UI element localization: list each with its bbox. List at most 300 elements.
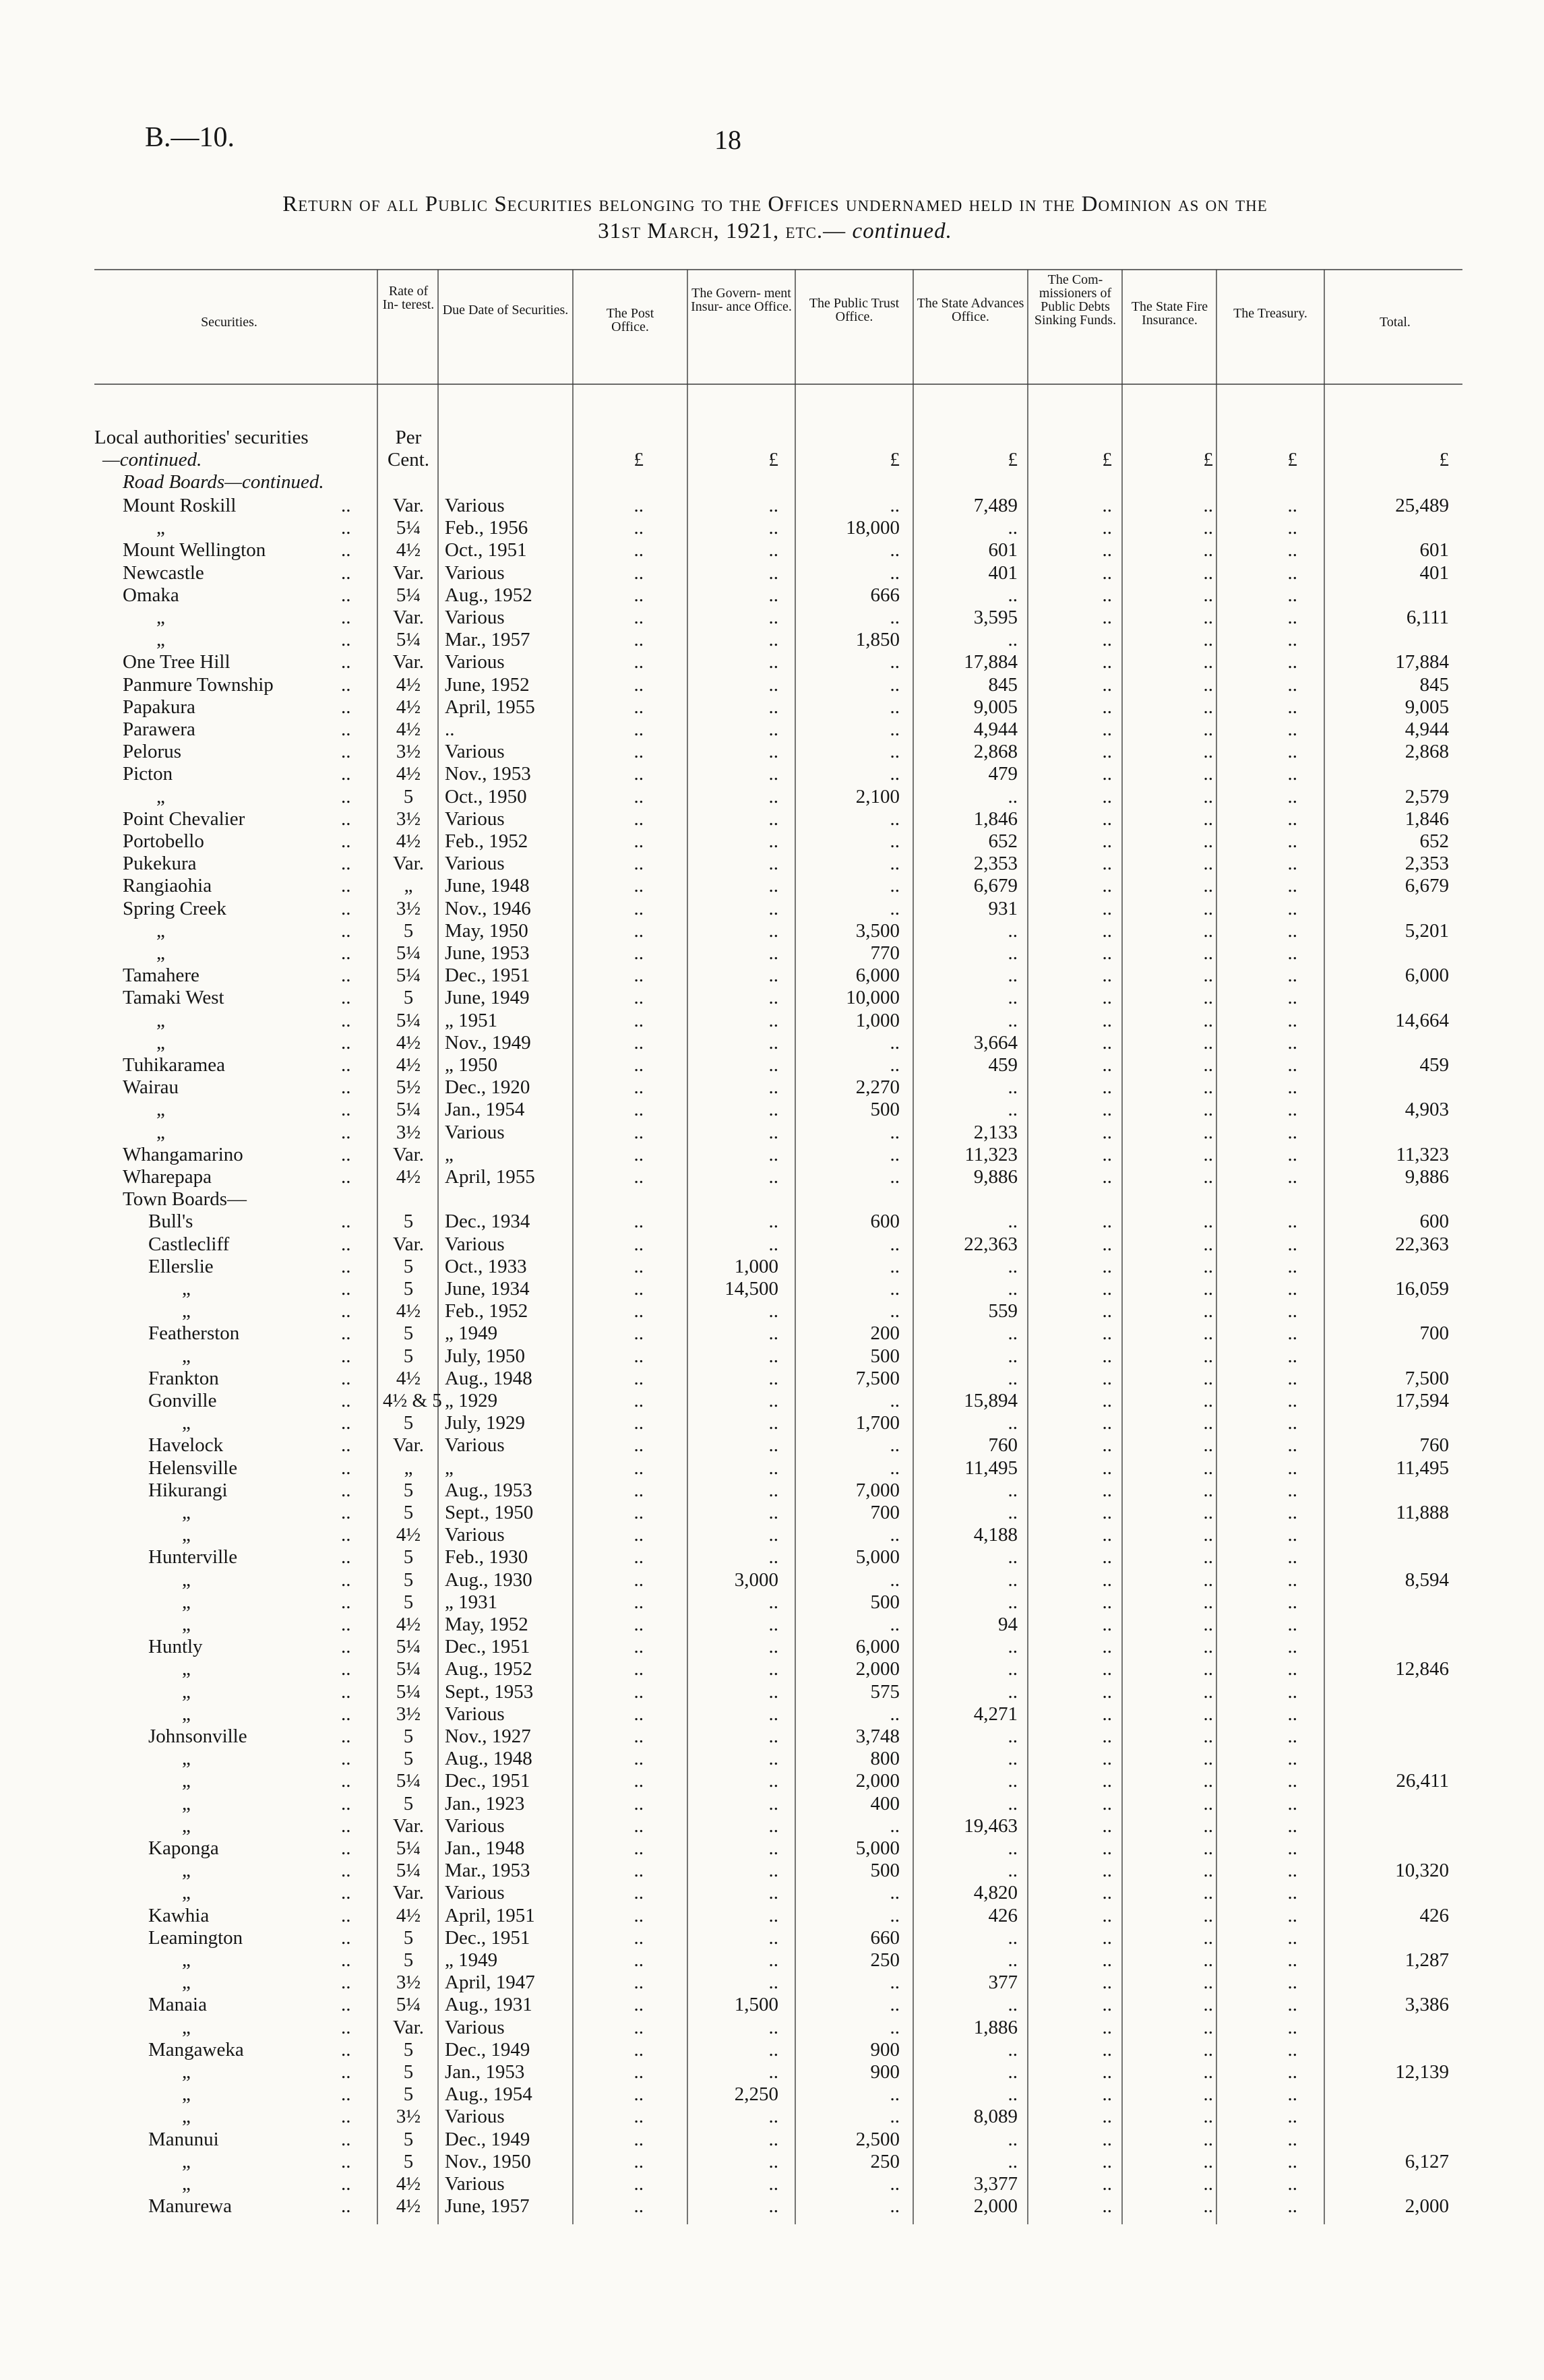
due-date-cell: Jan., 1923 (445, 1792, 525, 1814)
table-row (0, 562, 1544, 584)
public-trust-cell: .. (890, 1390, 900, 1411)
total-cell: 459 (1419, 1054, 1449, 1076)
rate-cell: 5 (403, 2061, 414, 2083)
state-fire-cell: .. (1203, 1792, 1213, 1814)
due-date-cell: Feb., 1930 (445, 1546, 528, 1568)
public-trust-cell: .. (890, 1703, 900, 1725)
commissioners-cell: .. (1102, 1726, 1112, 1747)
state-fire-cell: .. (1203, 629, 1213, 651)
total-cell: 25,489 (1395, 495, 1449, 516)
govt-insurance-cell: .. (768, 2128, 778, 2150)
state-fire-cell: .. (1203, 1031, 1213, 1054)
table-title-date: 31st March, 1921, etc.— (598, 219, 846, 243)
state-fire-cell: .. (1203, 1546, 1213, 1568)
state-advances-cell: 4,944 (973, 719, 1018, 740)
post-office-cell: .. (634, 1926, 644, 1949)
rate-cell: 5¼ (396, 1860, 421, 1882)
state-fire-cell: .. (1203, 1457, 1213, 1479)
public-trust-cell: 770 (870, 942, 900, 964)
govt-insurance-cell: .. (768, 607, 778, 628)
state-advances-cell: .. (1008, 1367, 1018, 1389)
treasury-cell: .. (1287, 1614, 1297, 1635)
public-trust-cell: .. (890, 1972, 900, 1994)
security-name: One Tree Hill (123, 651, 230, 673)
public-trust-cell: .. (890, 719, 900, 740)
govt-insurance-cell: .. (768, 1546, 778, 1568)
table-row (0, 2017, 1544, 2039)
state-advances-cell: .. (1008, 2061, 1018, 2083)
rate-cell: 5¼ (396, 584, 421, 606)
state-advances-cell: .. (1008, 1009, 1018, 1031)
treasury-cell: .. (1287, 1367, 1297, 1389)
treasury-cell: .. (1287, 763, 1297, 785)
post-office-cell: .. (634, 942, 644, 964)
state-advances-cell: 760 (988, 1434, 1018, 1457)
public-trust-cell: .. (890, 561, 900, 584)
treasury-cell: .. (1287, 495, 1297, 516)
leader-dots: .. (341, 763, 351, 785)
leader-dots: .. (341, 584, 351, 606)
state-advances-cell: .. (1008, 1076, 1018, 1099)
currency-symbol: £ (1287, 449, 1297, 470)
column-header-rate: Rate of In- terest. (382, 284, 435, 312)
security-name: „ (182, 1703, 191, 1725)
public-trust-cell: 600 (870, 1211, 900, 1233)
table-row (0, 629, 1544, 651)
post-office-cell: .. (634, 1300, 644, 1322)
state-advances-cell: .. (1008, 919, 1018, 942)
commissioners-cell: .. (1102, 1770, 1112, 1792)
due-date-cell: „ 1949 (445, 1322, 498, 1345)
treasury-cell: .. (1287, 719, 1297, 740)
table-row (0, 2195, 1544, 2218)
security-name: Kaponga (148, 1837, 219, 1859)
leader-dots: .. (341, 1367, 351, 1389)
post-office-cell: .. (634, 1972, 644, 1994)
treasury-cell: .. (1287, 942, 1297, 964)
post-office-cell: .. (634, 1434, 644, 1457)
state-fire-cell: .. (1203, 2195, 1213, 2218)
leader-dots: .. (341, 1524, 351, 1546)
security-name: Pelorus (123, 741, 181, 763)
post-office-cell: .. (634, 1860, 644, 1882)
state-fire-cell: .. (1203, 1726, 1213, 1747)
leader-dots: .. (341, 875, 351, 897)
state-fire-cell: .. (1203, 1994, 1213, 2016)
rate-cell: Var. (393, 651, 424, 673)
state-advances-cell: .. (1008, 584, 1018, 606)
commissioners-cell: .. (1102, 942, 1112, 964)
treasury-cell: .. (1287, 1434, 1297, 1457)
govt-insurance-cell: .. (768, 1479, 778, 1501)
due-date-cell: Dec., 1920 (445, 1076, 530, 1099)
govt-insurance-cell: .. (768, 1748, 778, 1770)
treasury-cell: .. (1287, 853, 1297, 875)
state-advances-cell: 9,886 (973, 1166, 1018, 1188)
table-row (0, 1927, 1544, 1949)
public-trust-cell: 6,000 (855, 1636, 900, 1658)
table-row (0, 1502, 1544, 1524)
total-cell: 3,386 (1404, 1994, 1449, 2016)
public-trust-cell: 1,850 (855, 629, 900, 651)
govt-insurance-cell: 1,500 (734, 1994, 778, 2016)
rate-unit-cent: Cent. (387, 449, 430, 470)
security-name: „ (182, 1591, 191, 1613)
state-fire-cell: .. (1203, 987, 1213, 1009)
treasury-cell: .. (1287, 584, 1297, 606)
govt-insurance-cell: .. (768, 1680, 778, 1703)
security-name: „ (182, 1300, 191, 1322)
public-trust-cell: 200 (870, 1322, 900, 1345)
table-row (0, 987, 1544, 1009)
post-office-cell: .. (634, 2106, 644, 2128)
public-trust-cell: 250 (870, 1949, 900, 1971)
govt-insurance-cell: .. (768, 584, 778, 606)
table-row (0, 875, 1544, 897)
state-fire-cell: .. (1203, 719, 1213, 740)
govt-insurance-cell: .. (768, 987, 778, 1009)
leader-dots: .. (341, 539, 351, 561)
leader-dots: .. (341, 1099, 351, 1121)
govt-insurance-cell: 2,250 (734, 2083, 778, 2106)
state-fire-cell: .. (1203, 1770, 1213, 1792)
table-row (0, 1032, 1544, 1054)
total-cell: 401 (1419, 561, 1449, 584)
post-office-cell: .. (634, 1994, 644, 2016)
rate-cell: 5 (403, 1949, 414, 1971)
rate-cell: 5 (403, 1278, 414, 1300)
post-office-cell: .. (634, 1031, 644, 1054)
state-fire-cell: .. (1203, 651, 1213, 673)
due-date-cell: Various (445, 853, 505, 875)
post-office-cell: .. (634, 1748, 644, 1770)
public-trust-cell: 1,000 (855, 1009, 900, 1031)
leader-dots: .. (341, 1502, 351, 1523)
leader-dots: .. (341, 1345, 351, 1367)
due-date-cell: Various (445, 561, 505, 584)
security-name: „ (182, 1614, 191, 1635)
due-date-cell: June, 1949 (445, 987, 530, 1009)
state-advances-cell: 1,886 (973, 2016, 1018, 2038)
leader-dots: .. (341, 807, 351, 830)
govt-insurance-cell: .. (768, 1502, 778, 1523)
treasury-cell: .. (1287, 696, 1297, 718)
treasury-cell: .. (1287, 830, 1297, 852)
govt-insurance-cell: .. (768, 1345, 778, 1367)
total-cell: 5,201 (1404, 919, 1449, 942)
post-office-cell: .. (634, 1658, 644, 1680)
leader-dots: .. (341, 1076, 351, 1099)
state-fire-cell: .. (1203, 1076, 1213, 1099)
state-fire-cell: .. (1203, 897, 1213, 919)
state-fire-cell: .. (1203, 607, 1213, 628)
post-office-cell: .. (634, 1502, 644, 1523)
govt-insurance-cell: .. (768, 629, 778, 651)
treasury-cell: .. (1287, 1568, 1297, 1591)
leader-dots: .. (341, 1412, 351, 1434)
state-fire-cell: .. (1203, 965, 1213, 987)
post-office-cell: .. (634, 2083, 644, 2106)
rate-cell: 5¼ (396, 1099, 421, 1121)
state-fire-cell: .. (1203, 539, 1213, 561)
treasury-cell: .. (1287, 1703, 1297, 1725)
due-date-cell: April, 1947 (445, 1972, 535, 1994)
section-heading-continued: —continued. (102, 449, 202, 470)
total-cell: 760 (1419, 1434, 1449, 1457)
commissioners-cell: .. (1102, 1904, 1112, 1926)
commissioners-cell: .. (1102, 807, 1112, 830)
rate-cell: 5¼ (396, 1994, 421, 2016)
total-cell: 11,495 (1396, 1457, 1449, 1479)
leader-dots: .. (341, 719, 351, 740)
post-office-cell: .. (634, 965, 644, 987)
security-name: „ (182, 2061, 191, 2083)
govt-insurance-cell: 14,500 (724, 1278, 778, 1300)
govt-insurance-cell: .. (768, 1972, 778, 1994)
leader-dots: .. (341, 1322, 351, 1345)
state-advances-cell: .. (1008, 1211, 1018, 1233)
leader-dots: .. (341, 495, 351, 516)
subsection-heading: Road Boards—continued. (123, 471, 324, 493)
govt-insurance-cell: .. (768, 1031, 778, 1054)
govt-insurance-cell: .. (768, 1703, 778, 1725)
rate-cell: 5¼ (396, 1009, 421, 1031)
table-row (0, 1054, 1544, 1076)
post-office-cell: .. (634, 741, 644, 763)
leader-dots: .. (341, 1211, 351, 1233)
rate-cell: Var. (393, 495, 424, 516)
security-name: Huntly (148, 1636, 203, 1658)
govt-insurance-cell: .. (768, 1814, 778, 1837)
table-row (0, 1434, 1544, 1457)
security-name: „ (156, 517, 165, 539)
total-cell: 6,127 (1404, 2150, 1449, 2172)
security-name: „ (182, 2016, 191, 2038)
treasury-cell: .. (1287, 1748, 1297, 1770)
post-office-cell: .. (634, 1166, 644, 1188)
table-row (0, 1546, 1544, 1568)
commissioners-cell: .. (1102, 741, 1112, 763)
security-name: Parawera (123, 719, 195, 740)
due-date-cell: Various (445, 2173, 505, 2195)
public-trust-cell: .. (890, 1233, 900, 1255)
due-date-cell: Oct., 1933 (445, 1255, 527, 1277)
leader-dots: .. (341, 1949, 351, 1971)
total-cell: 16,059 (1395, 1278, 1449, 1300)
commissioners-cell: .. (1102, 1546, 1112, 1568)
currency-symbol: £ (634, 449, 644, 470)
rate-cell: 4½ (396, 539, 421, 561)
state-advances-cell: .. (1008, 1994, 1018, 2016)
commissioners-cell: .. (1102, 987, 1112, 1009)
security-name: „ (182, 1680, 191, 1703)
state-fire-cell: .. (1203, 875, 1213, 897)
govt-insurance-cell: .. (768, 696, 778, 718)
rate-cell: 5¼ (396, 1680, 421, 1703)
public-trust-cell: .. (890, 539, 900, 561)
treasury-cell: .. (1287, 629, 1297, 651)
commissioners-cell: .. (1102, 1703, 1112, 1725)
govt-insurance-cell: .. (768, 2106, 778, 2128)
leader-dots: .. (341, 651, 351, 673)
leader-dots: .. (341, 1568, 351, 1591)
state-fire-cell: .. (1203, 1099, 1213, 1121)
treasury-cell: .. (1287, 2016, 1297, 2038)
govt-insurance-cell: .. (768, 517, 778, 539)
rate-cell: 5 (403, 1345, 414, 1367)
table-row (0, 1815, 1544, 1837)
post-office-cell: .. (634, 1726, 644, 1747)
post-office-cell: .. (634, 1255, 644, 1277)
state-advances-cell: .. (1008, 1926, 1018, 1949)
intro-row (0, 471, 1544, 493)
govt-insurance-cell: .. (768, 785, 778, 807)
column-header-commissioners: The Com- missioners of Public Debts Sinking Funds. (1034, 272, 1117, 328)
post-office-cell: .. (634, 1614, 644, 1635)
public-trust-cell: 7,500 (855, 1367, 900, 1389)
total-cell: 1,846 (1404, 807, 1449, 830)
govt-insurance-cell: .. (768, 2061, 778, 2083)
column-header-govt-insurance: The Govern- ment Insur- ance Office. (691, 286, 792, 314)
total-cell: 1,287 (1404, 1949, 1449, 1971)
state-fire-cell: .. (1203, 2061, 1213, 2083)
due-date-cell: Dec., 1951 (445, 965, 530, 987)
state-fire-cell: .. (1203, 1591, 1213, 1613)
public-trust-cell: .. (890, 2106, 900, 2128)
due-date-cell: Dec., 1951 (445, 1770, 530, 1792)
leader-dots: .. (341, 2150, 351, 2172)
total-cell: 2,000 (1404, 2195, 1449, 2218)
govt-insurance-cell: .. (768, 1792, 778, 1814)
table-title-line-1: Return of all Public Securities belonging to the Offices undernamed held in the Dominion as on the (282, 192, 1268, 216)
govt-insurance-cell: .. (768, 965, 778, 987)
treasury-cell: .. (1287, 2038, 1297, 2061)
security-name: Manaia (148, 1994, 207, 2016)
commissioners-cell: .. (1102, 2083, 1112, 2106)
due-date-cell: June, 1934 (445, 1278, 530, 1300)
due-date-cell: Various (445, 1882, 505, 1904)
treasury-cell: .. (1287, 1680, 1297, 1703)
security-name: „ (182, 1278, 191, 1300)
security-name: Spring Creek (123, 897, 226, 919)
treasury-cell: .. (1287, 1770, 1297, 1792)
govt-insurance-cell: .. (768, 1524, 778, 1546)
column-header-treasury: The Treasury. (1233, 306, 1307, 321)
public-trust-cell: .. (890, 1434, 900, 1457)
public-trust-cell: .. (890, 2083, 900, 2106)
govt-insurance-cell: .. (768, 1949, 778, 1971)
govt-insurance-cell: .. (768, 1367, 778, 1389)
security-name: Hunterville (148, 1546, 238, 1568)
table-row (0, 1256, 1544, 1278)
state-advances-cell: 3,377 (973, 2173, 1018, 2195)
commissioners-cell: .. (1102, 1367, 1112, 1389)
state-advances-cell: 9,005 (973, 696, 1018, 718)
state-advances-cell: .. (1008, 2038, 1018, 2061)
state-advances-cell: 845 (988, 673, 1018, 696)
state-fire-cell: .. (1203, 1278, 1213, 1300)
currency-symbol: £ (1008, 449, 1018, 470)
public-trust-cell: .. (890, 607, 900, 628)
public-trust-cell: .. (890, 1614, 900, 1635)
post-office-cell: .. (634, 1904, 644, 1926)
rate-cell: 3½ (396, 741, 421, 763)
treasury-cell: .. (1287, 1546, 1297, 1568)
govt-insurance-cell: .. (768, 539, 778, 561)
total-cell: 2,579 (1404, 785, 1449, 807)
rate-cell: 4½ (396, 673, 421, 696)
govt-insurance-cell: .. (768, 2173, 778, 2195)
leader-dots: .. (341, 1792, 351, 1814)
treasury-cell: .. (1287, 1904, 1297, 1926)
security-name: Mount Roskill (123, 495, 237, 516)
commissioners-cell: .. (1102, 1457, 1112, 1479)
govt-insurance-cell: .. (768, 719, 778, 740)
commissioners-cell: .. (1102, 1390, 1112, 1411)
govt-insurance-cell: .. (768, 1076, 778, 1099)
public-trust-cell: 666 (870, 584, 900, 606)
treasury-cell: .. (1287, 2150, 1297, 2172)
state-advances-cell: .. (1008, 1591, 1018, 1613)
due-date-cell: „ 1931 (445, 1591, 498, 1613)
leader-dots: .. (341, 1300, 351, 1322)
commissioners-cell: .. (1102, 1211, 1112, 1233)
commissioners-cell: .. (1102, 1994, 1112, 2016)
public-trust-cell: 2,000 (855, 1770, 900, 1792)
rate-cell: Var. (393, 1882, 424, 1904)
table-row (0, 1099, 1544, 1121)
table-row (0, 1076, 1544, 1099)
due-date-cell: .. (445, 719, 455, 740)
table-row (0, 1770, 1544, 1792)
security-name: Whangamarino (123, 1143, 243, 1165)
table-row (0, 696, 1544, 719)
due-date-cell: „ 1950 (445, 1054, 498, 1076)
rate-cell: „ (404, 875, 413, 897)
commissioners-cell: .. (1102, 1009, 1112, 1031)
govt-insurance-cell: .. (768, 942, 778, 964)
govt-insurance-cell: .. (768, 853, 778, 875)
due-date-cell: „ (445, 1143, 454, 1165)
commissioners-cell: .. (1102, 853, 1112, 875)
table-row (0, 1010, 1544, 1032)
table-row (0, 1860, 1544, 1882)
rate-cell: 5¼ (396, 517, 421, 539)
govt-insurance-cell: .. (768, 1614, 778, 1635)
due-date-cell: Various (445, 1703, 505, 1725)
rate-cell: 5 (403, 1211, 414, 1233)
commissioners-cell: .. (1102, 830, 1112, 852)
state-fire-cell: .. (1203, 517, 1213, 539)
post-office-cell: .. (634, 1076, 644, 1099)
treasury-cell: .. (1287, 2173, 1297, 2195)
commissioners-cell: .. (1102, 1054, 1112, 1076)
public-trust-cell: .. (890, 495, 900, 516)
treasury-cell: .. (1287, 1412, 1297, 1434)
table-row (0, 495, 1544, 517)
leader-dots: .. (341, 1009, 351, 1031)
post-office-cell: .. (634, 763, 644, 785)
treasury-cell: .. (1287, 987, 1297, 1009)
rate-cell: 3½ (396, 2106, 421, 2128)
treasury-cell: .. (1287, 1860, 1297, 1882)
post-office-cell: .. (634, 1546, 644, 1568)
due-date-cell: Dec., 1949 (445, 2128, 530, 2150)
security-name: „ (182, 1770, 191, 1792)
table-row (0, 2039, 1544, 2061)
commissioners-cell: .. (1102, 517, 1112, 539)
treasury-cell: .. (1287, 1837, 1297, 1859)
